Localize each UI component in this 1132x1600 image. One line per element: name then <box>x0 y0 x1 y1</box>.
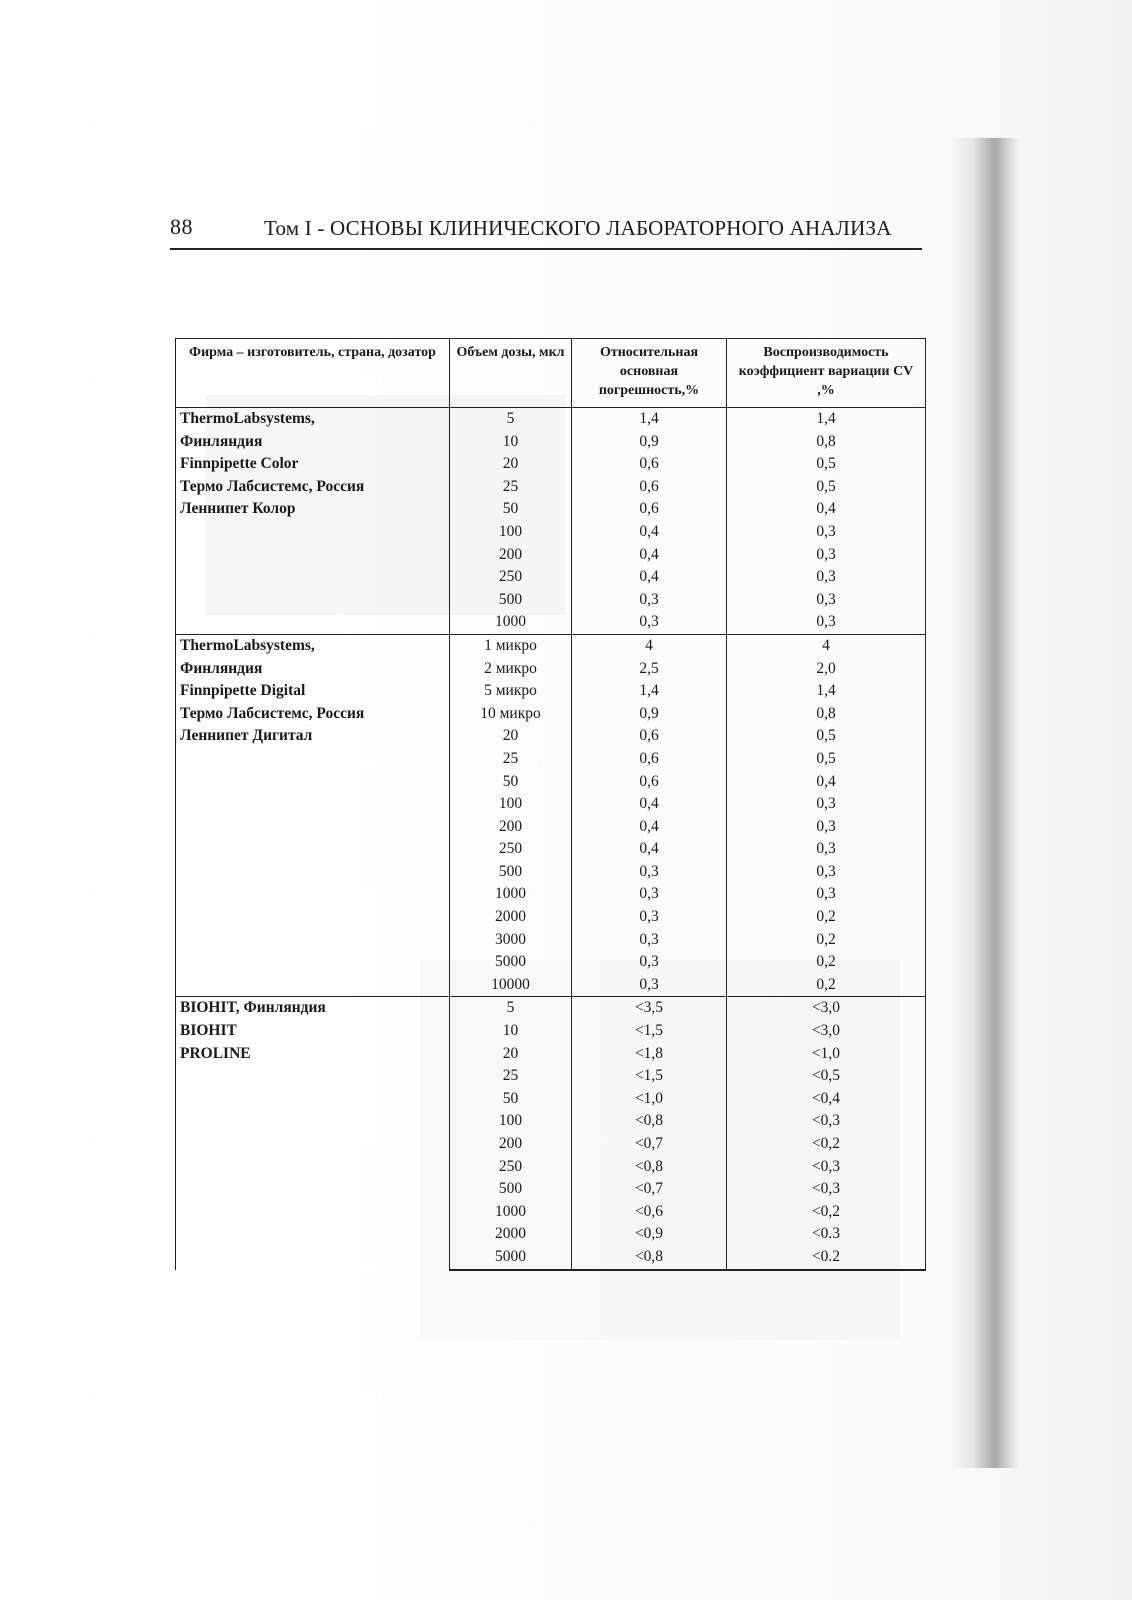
cv-cell: <0.3 <box>727 1223 926 1246</box>
error-cell: 2,5 <box>572 658 727 681</box>
volume-cell: 2 микро <box>450 658 572 681</box>
cv-cell: 0,3 <box>727 861 926 884</box>
maker-line: Леннипет Колор <box>180 500 296 518</box>
maker-line: Finnpipette Digital <box>180 682 306 700</box>
table-row <box>176 408 926 431</box>
cv-cell: 0,5 <box>727 748 926 771</box>
error-cell: 0,4 <box>572 793 727 816</box>
table-body <box>176 408 926 1270</box>
error-cell: <0,7 <box>572 1133 727 1156</box>
cv-cell: 0,4 <box>727 771 926 794</box>
column-header-maker: Фирма – изготовитель, страна, дозатор <box>176 339 450 408</box>
volume-cell: 5 <box>450 408 572 431</box>
volume-cell: 250 <box>450 1156 572 1179</box>
maker-line: PROLINE <box>180 1044 251 1062</box>
error-cell: 1,4 <box>572 680 727 703</box>
volume-cell: 500 <box>450 589 572 612</box>
maker-line: Леннипет Дигитал <box>180 727 313 745</box>
volume-cell: 20 <box>450 725 572 748</box>
error-cell: <1,5 <box>572 1065 727 1088</box>
volume-cell: 5 микро <box>450 680 572 703</box>
cv-cell: 0,5 <box>727 725 926 748</box>
error-cell: 1,4 <box>572 408 727 431</box>
cv-cell: 0,3 <box>727 544 926 567</box>
error-cell: 0,3 <box>572 611 727 634</box>
book-gutter-shadow <box>948 138 1020 1468</box>
maker-line: Финляндия <box>180 432 263 450</box>
maker-line: Термо Лабсистемс, Россия <box>180 477 365 495</box>
error-cell: 0,6 <box>572 453 727 476</box>
volume-cell: 100 <box>450 793 572 816</box>
error-cell: 0,4 <box>572 816 727 839</box>
cv-cell: 0,2 <box>727 906 926 929</box>
error-cell: <0,6 <box>572 1201 727 1224</box>
error-cell: <1,0 <box>572 1088 727 1111</box>
volume-cell: 1000 <box>450 1201 572 1224</box>
volume-cell: 50 <box>450 1088 572 1111</box>
volume-cell: 1000 <box>450 611 572 634</box>
cv-cell: 0,2 <box>727 929 926 952</box>
error-cell: <0,7 <box>572 1178 727 1201</box>
cv-cell: 2,0 <box>727 658 926 681</box>
column-header-cv: Воспроизводимость коэффициент вариации CV ,% <box>727 339 926 408</box>
cv-cell: 0,3 <box>727 793 926 816</box>
cv-cell: <0,2 <box>727 1201 926 1224</box>
error-cell: 0,4 <box>572 566 727 589</box>
error-cell: 0,6 <box>572 748 727 771</box>
volume-cell: 1 микро <box>450 634 572 657</box>
cv-cell: 0,5 <box>727 476 926 499</box>
error-cell: 0,6 <box>572 725 727 748</box>
maker-line: Финляндия <box>180 659 263 677</box>
volume-cell: 100 <box>450 521 572 544</box>
volume-cell: 25 <box>450 1065 572 1088</box>
running-header <box>170 214 922 250</box>
volume-cell: 3000 <box>450 929 572 952</box>
volume-cell: 10000 <box>450 974 572 997</box>
maker-line: BIOHIT <box>180 1022 237 1040</box>
cv-cell: 0,3 <box>727 521 926 544</box>
error-cell: <0,8 <box>572 1110 727 1133</box>
error-cell: 0,3 <box>572 951 727 974</box>
error-cell: 0,3 <box>572 974 727 997</box>
cv-cell: 0,5 <box>727 453 926 476</box>
cv-cell: <3,0 <box>727 1020 926 1043</box>
error-cell: 0,3 <box>572 906 727 929</box>
volume-cell: 5000 <box>450 1246 572 1270</box>
error-cell: <3,5 <box>572 997 727 1020</box>
volume-cell: 500 <box>450 1178 572 1201</box>
table-header-row <box>176 339 926 408</box>
volume-cell: 10 <box>450 431 572 454</box>
cv-cell: 0,3 <box>727 816 926 839</box>
volume-cell: 2000 <box>450 906 572 929</box>
cv-cell: <3,0 <box>727 997 926 1020</box>
error-cell: 0,4 <box>572 838 727 861</box>
volume-cell: 20 <box>450 453 572 476</box>
cv-cell: 1,4 <box>727 408 926 431</box>
maker-line: Термо Лабсистемс, Россия <box>180 704 365 722</box>
error-cell: <1,8 <box>572 1043 727 1066</box>
column-header-error: Относительная основная погрешность,% <box>572 339 727 408</box>
volume-cell: 25 <box>450 748 572 771</box>
maker-line: BIOHIT, Финляндия <box>180 999 326 1017</box>
volume-cell: 5000 <box>450 951 572 974</box>
error-cell: 0,9 <box>572 431 727 454</box>
cv-cell: 0,3 <box>727 589 926 612</box>
cv-cell: 4 <box>727 634 926 657</box>
cv-cell: 0,2 <box>727 974 926 997</box>
error-cell: 0,3 <box>572 589 727 612</box>
error-cell: 4 <box>572 634 727 657</box>
maker-line: Finnpipette Color <box>180 455 299 473</box>
volume-cell: 10 микро <box>450 703 572 726</box>
column-header-volume: Объем дозы, мкл <box>450 339 572 408</box>
maker-cell <box>176 634 450 997</box>
maker-cell <box>176 997 450 1270</box>
cv-cell: <0,3 <box>727 1178 926 1201</box>
error-cell: 0,6 <box>572 476 727 499</box>
pipette-specs-table <box>175 338 926 1271</box>
cv-cell: <0,4 <box>727 1088 926 1111</box>
volume-cell: 200 <box>450 816 572 839</box>
error-cell: 0,4 <box>572 544 727 567</box>
cv-cell: 0,2 <box>727 951 926 974</box>
volume-cell: 200 <box>450 1133 572 1156</box>
volume-cell: 500 <box>450 861 572 884</box>
cv-cell: 0,3 <box>727 611 926 634</box>
cv-cell: 0,4 <box>727 498 926 521</box>
cv-cell: <0,5 <box>727 1065 926 1088</box>
cv-cell: <0,2 <box>727 1133 926 1156</box>
cv-cell: 0,8 <box>727 431 926 454</box>
cv-cell: <0,3 <box>727 1110 926 1133</box>
maker-cell <box>176 408 450 635</box>
volume-cell: 1000 <box>450 883 572 906</box>
cv-cell: <0,3 <box>727 1156 926 1179</box>
cv-cell: <0.2 <box>727 1246 926 1270</box>
volume-cell: 50 <box>450 771 572 794</box>
cv-cell: 1,4 <box>727 680 926 703</box>
error-cell: <0,9 <box>572 1223 727 1246</box>
table-row <box>176 634 926 657</box>
volume-cell: 200 <box>450 544 572 567</box>
error-cell: <1,5 <box>572 1020 727 1043</box>
volume-cell: 20 <box>450 1043 572 1066</box>
cv-cell: 0,3 <box>727 566 926 589</box>
volume-cell: 2000 <box>450 1223 572 1246</box>
maker-line: ThermoLabsystems, <box>180 410 315 427</box>
cv-cell: <1,0 <box>727 1043 926 1066</box>
table-row <box>176 997 926 1020</box>
error-cell: <0,8 <box>572 1246 727 1270</box>
error-cell: 0,3 <box>572 883 727 906</box>
error-cell: 0,4 <box>572 521 727 544</box>
error-cell: 0,6 <box>572 771 727 794</box>
error-cell: 0,3 <box>572 861 727 884</box>
error-cell: 0,9 <box>572 703 727 726</box>
error-cell: 0,3 <box>572 929 727 952</box>
volume-cell: 250 <box>450 838 572 861</box>
running-title: Том I - ОСНОВЫ КЛИНИЧЕСКОГО ЛАБОРАТОРНОГО АНАЛИЗА <box>264 216 892 240</box>
error-cell: <0,8 <box>572 1156 727 1179</box>
maker-line: ThermoLabsystems, <box>180 636 315 654</box>
volume-cell: 250 <box>450 566 572 589</box>
volume-cell: 5 <box>450 997 572 1020</box>
volume-cell: 25 <box>450 476 572 499</box>
cv-cell: 0,3 <box>727 883 926 906</box>
cv-cell: 0,3 <box>727 838 926 861</box>
error-cell: 0,6 <box>572 498 727 521</box>
page-number: 88 <box>170 214 193 239</box>
cv-cell: 0,8 <box>727 703 926 726</box>
volume-cell: 100 <box>450 1110 572 1133</box>
volume-cell: 10 <box>450 1020 572 1043</box>
volume-cell: 50 <box>450 498 572 521</box>
